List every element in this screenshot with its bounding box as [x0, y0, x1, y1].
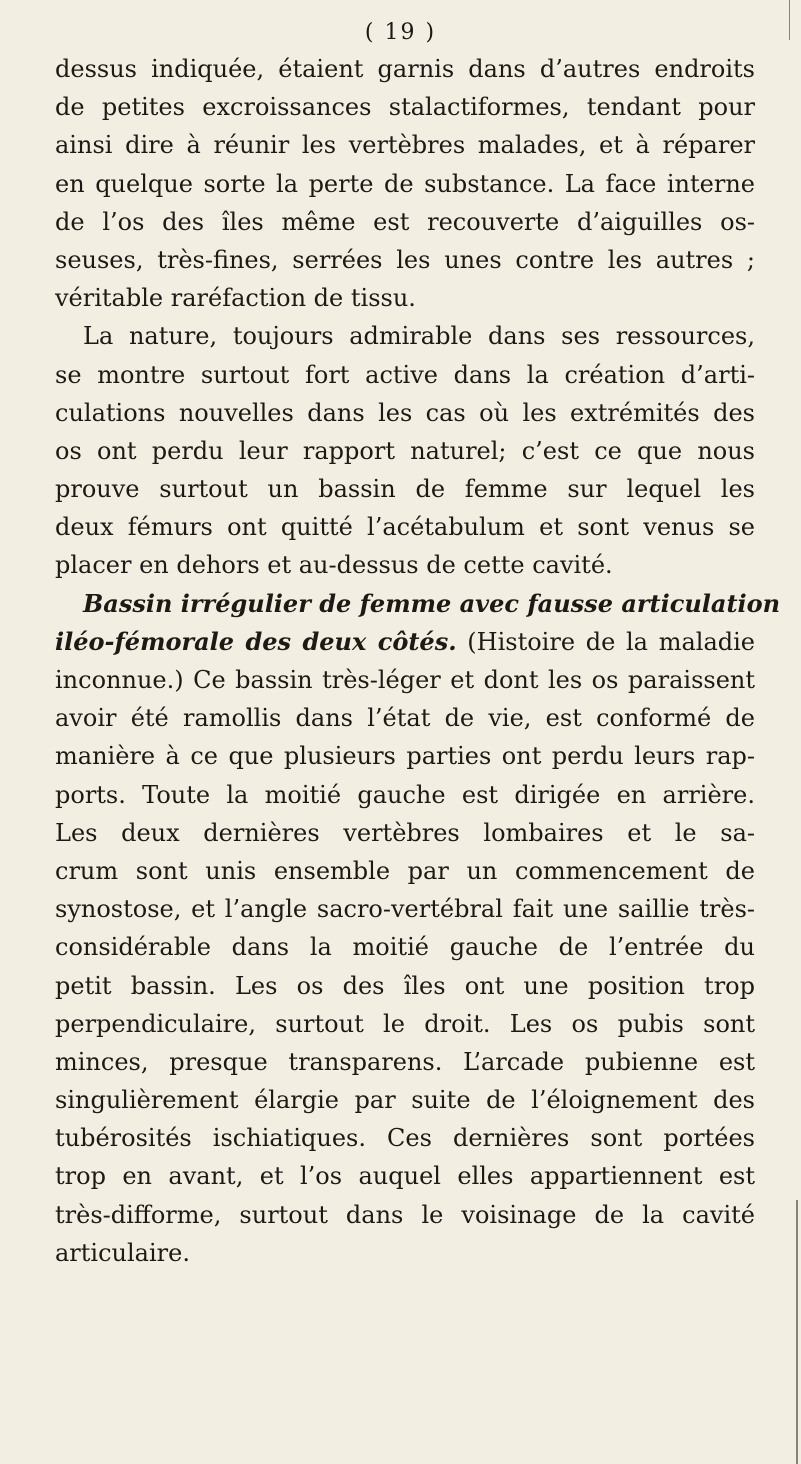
text-line: deux fémurs ont quitté l’acétabulum et sont venus se: [55, 513, 755, 542]
text-line: perpendiculaire, surtout le droit. Les os pubis sont: [55, 1009, 755, 1038]
text-line: [55, 776, 755, 814]
text-line: crum sont unis ensemble par un commencement de: [55, 856, 755, 885]
text-line: de l’os des îles même est recouverte d’aiguilles os-: [55, 207, 755, 236]
text-line: dessus indiquée, étaient garnis dans d’autres endroits: [55, 55, 755, 83]
page-number: ( 19 ): [364, 20, 437, 45]
text-line: trop en avant, et l’os auquel elles appartiennent est: [55, 1162, 755, 1191]
text-line: se montre surtout fort active dans la création d’arti-: [55, 360, 755, 389]
text-line: tubérosités ischiatiques. Ces dernières sont portées: [55, 1124, 755, 1153]
text-line: petit bassin. Les os des îles ont une position trop: [55, 971, 755, 1000]
text-line: inconnue.) Ce bassin très-léger et dont les os paraissent: [55, 666, 755, 694]
text-line: seuses, très-fines, serrées les unes contre les autres ;: [55, 245, 755, 274]
page-body: [55, 50, 781, 1272]
text-line-part: ports. Toute la moitié gauche est dirigée en arrière.: [55, 780, 755, 809]
text-line: culations nouvelles dans les cas où les extrémités des: [55, 398, 755, 427]
text-line: La nature, toujours admirable dans ses ressources,: [83, 322, 755, 351]
text-line: en quelque sorte la perte de substance. La face interne: [55, 169, 755, 198]
text-line: prouve surtout un bassin de femme sur lequel les: [55, 475, 755, 504]
text-line: Les deux dernières vertèbres lombaires et le sa-: [55, 818, 755, 847]
text-line: [55, 623, 755, 661]
text-line: minces, presque transparens. L’arcade pubienne est: [55, 1047, 755, 1076]
heading-aside: (Histoire de la maladie: [456, 627, 755, 656]
text-line: ainsi dire à réunir les vertèbres malades, et à réparer: [55, 131, 755, 160]
section-heading: Bassin irrégulier de femme avec fausse articulation: [83, 588, 781, 618]
text-line: articulaire.: [55, 1238, 190, 1267]
text-line: de petites excroissances stalactiformes, tendant pour: [55, 93, 755, 122]
paper-mark: [789, 0, 790, 40]
text-line: avoir été ramollis dans l’état de vie, est conformé de: [55, 704, 755, 733]
text-line: véritable raréfaction de tissu.: [55, 284, 416, 313]
text-line: considérable dans la moitié gauche de l’entrée du: [55, 933, 755, 962]
text-line: placer en dehors et au-dessus de cette cavité.: [55, 551, 613, 580]
text-line: singulièrement élargie par suite de l’éloignement des: [55, 1086, 755, 1115]
section-heading-continued: iléo-fémorale des deux côtés.: [55, 626, 457, 656]
text-line: très-difforme, surtout dans le voisinage de la cavité: [55, 1200, 755, 1229]
paper-mark: [796, 1200, 798, 1464]
text-line: manière à ce que plusieurs parties ont perdu leurs rap-: [55, 742, 755, 771]
text-line: synostose, et l’angle sacro-vertébral fait une saillie très-: [55, 895, 755, 924]
text-line: os ont perdu leur rapport naturel; c’est ce que nous: [55, 436, 755, 465]
